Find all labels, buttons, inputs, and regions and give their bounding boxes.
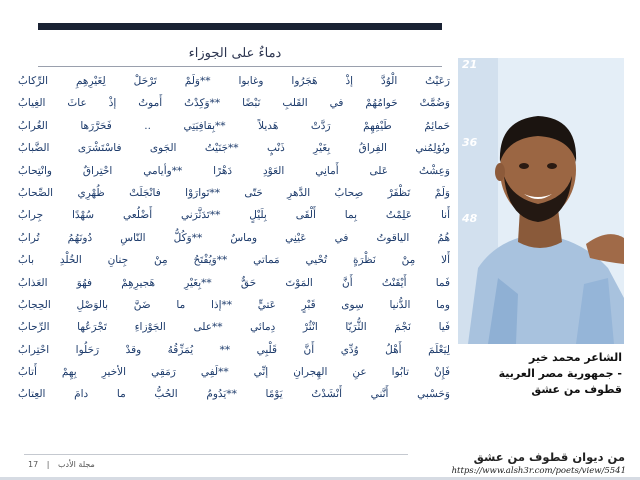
poem-line: أَنا عَلِمْتُ بِما أَلْقَى بِلَيْلٍ **تَدَثَّرَني أَضْلُعي سُهْدًا جِرابُ [18, 209, 450, 222]
poem-title: دماءٌ على الجوزاء [188, 46, 282, 61]
source-url: https://www.alsh3r.com/poets/view/5541 [451, 466, 626, 476]
photo-number: 48 [462, 212, 478, 225]
poet-photo [458, 58, 624, 344]
poem-line: وَحَسْبي أَنَّني أَنْشَدْتُ يَوْمًا **يَدُومُ الحُبُّ ما دامَ العِتابُ [18, 388, 450, 401]
poem-body [18, 70, 450, 406]
poet-name: الشاعر محمد خير [529, 351, 622, 364]
poem-line: رَعَيْتُ الْوُدَّ إذْ هَجَرُوا وغابوا **وَلَمْ تَرْحَلْ لِغَيْرِهِمِ الرِّكابُ [18, 75, 450, 87]
title-divider [38, 66, 442, 67]
poem-line: هُمُ الياقوتُ في عَيْنِي وماسٌ **وَكُلُّ النّاسِ دُونَهُمُ تُرابُ [18, 231, 450, 244]
source-divan: من ديوان قطوف من عشق [473, 450, 625, 464]
photo-number: 21 [462, 58, 478, 71]
photo-number: 36 [462, 136, 478, 149]
magazine-name: مجلة الأدب [57, 460, 95, 469]
poem-line: وَعِشْتُ عَلى أَمانِي العَوْدِ دَهْرًا **وأيامي احْتِراقٌ وانْتِحابُ [18, 164, 450, 177]
poem-line: وبُؤلِمُني الفِراقُ بِغَيْرِ ذَنْبٍ **جَنَيْتُ الجَوى فاسْتَشْرَى الضَّبابُ [18, 142, 450, 155]
poet-country: - جمهورية مصر العربية [498, 367, 622, 380]
poem-line: حَمائِمُ طَيْفِهِمْ رَدَّتْ هَديلاً **بِقافِيَتِي .. فَحَرَّرَها الغُرابُ [18, 119, 450, 132]
footer-divider [24, 454, 408, 455]
poet-info [462, 350, 622, 398]
poem-line: وَلَمْ تَظْفَرْ صِحابُ الدَّهرِ حَتّى **تَوارَوْا فانْجَلَتْ ظُهْرِي الصِّحابُ [18, 186, 450, 199]
poem-line: لِيَعْلَمَ أَهْلُ وُدِّي أَنَّ قَلْبِي ** يُمَزِّقُهُ وقدْ رَحَلُوا احْتِرابُ [18, 343, 450, 356]
top-bar [38, 23, 442, 30]
poem-line: فَيا نَجْمَ الثُّرَيّا انْثُرْ دِمائي **على الجَوْزاءِ تَجْرَعُها الرِّحابُ [18, 321, 450, 334]
poet-collection: قطوف من عشق [531, 383, 622, 396]
poem-line: أَلا مِنْ نَظْرَةٍ تُحْيي مَماتي **وَيُفْتَحُ مِنْ جِنانِ الخُلْدِ بابُ [18, 254, 450, 267]
poem-line: فَإِنْ تابُوا عنِ الهِجرانِ إنِّي **لَفِي رَمَقِي الأخيرِ بِهِمْ أَتابُ [18, 366, 450, 379]
poem-line: وما الدُّنيا سِوى قَبْرٍ عَتيٍّ **إذا ما ضَنَّ بالوَصْلِ الحِجابُ [18, 298, 450, 311]
page-number: 17 [28, 460, 39, 469]
poem-line: فَما أَيْقَنْتُ أَنَّ المَوْتَ حَقٌّ **بِغَيْرِ هَجيرِهِمْ فهُوَ العَذابُ [18, 276, 450, 289]
poem-line: وَضُمَّتْ حَوامُهُمْ في القَلبِ نَبْضًا **وَكِدْتُ أَموتُ إذْ عاثَ الغِيابُ [18, 97, 450, 110]
footer-separator: | [46, 460, 50, 469]
footer [28, 460, 101, 469]
poet-portrait-illustration [458, 58, 624, 344]
